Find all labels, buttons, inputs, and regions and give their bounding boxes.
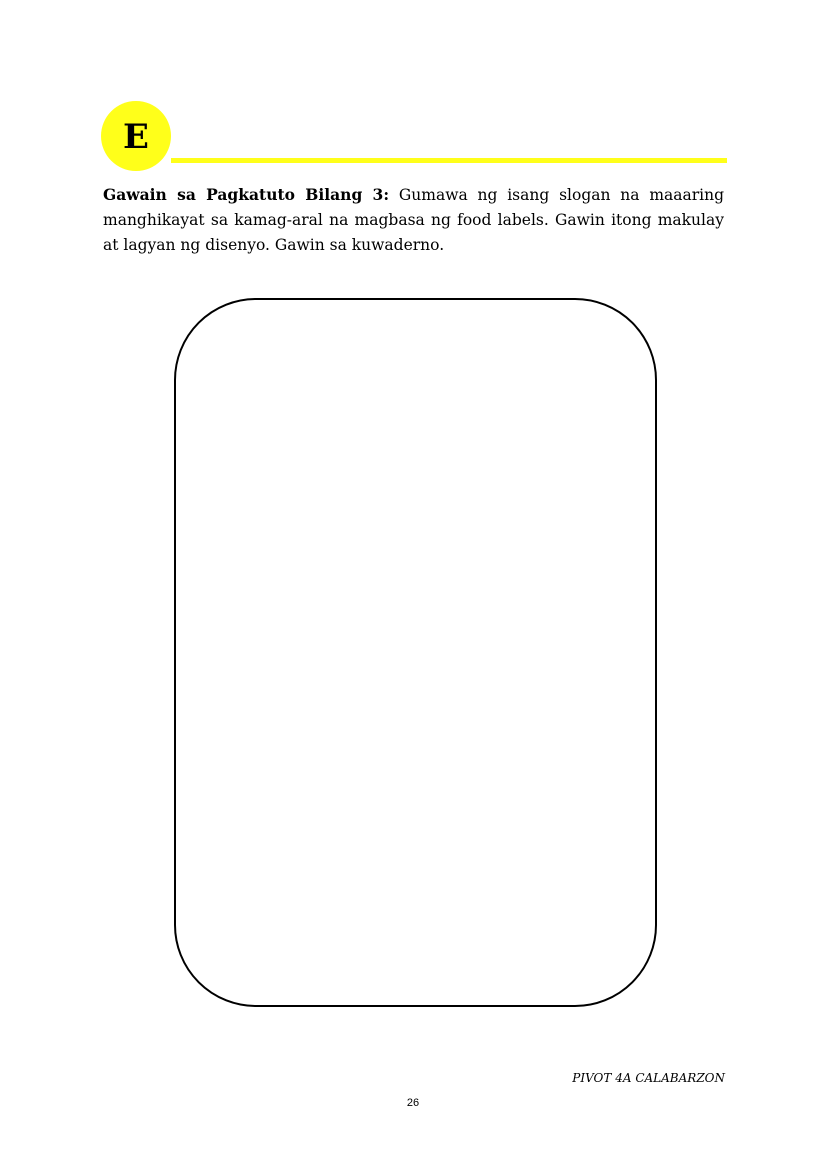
section-badge [101,101,171,171]
slogan-answer-box [174,298,657,1007]
activity-instructions [103,182,724,258]
page-number: 26 [406,1097,420,1109]
footer-label: PIVOT 4A CALABARZON [572,1071,725,1085]
activity-instruction-text: Gumawa ng isang slogan na maaaring manghikayat sa kamag-aral na magbasa ng food labels. Gawin itong makulay at lagyan ng disenyo. Gawin sa kuwaderno. [103,186,725,254]
activity-heading: Gawain sa Pagkatuto Bilang 3: [103,185,390,204]
section-letter: E [123,117,149,157]
section-divider-line [171,158,727,163]
